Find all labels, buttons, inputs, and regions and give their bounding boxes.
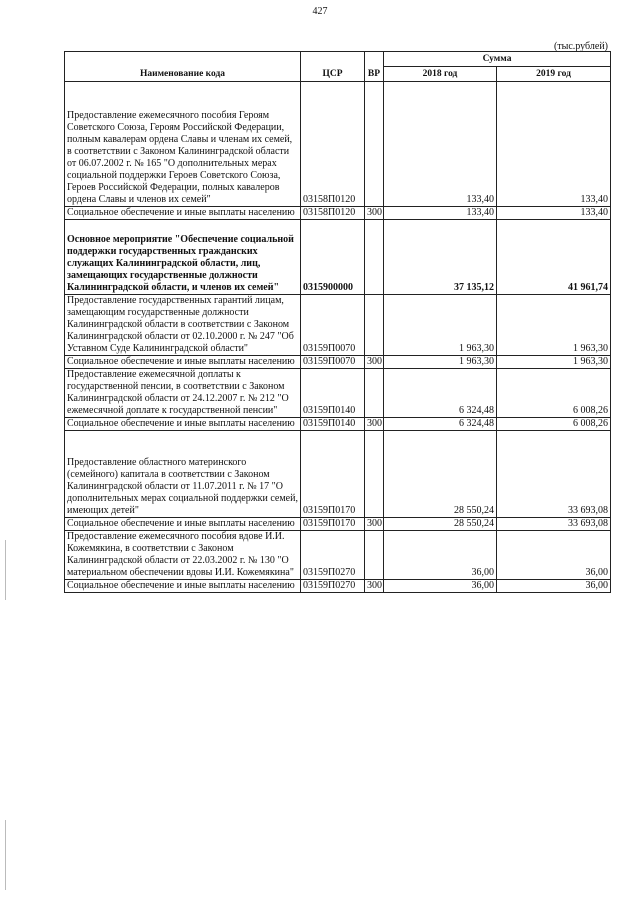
row-2018-cell: 1 963,30: [384, 295, 497, 356]
row-2019-cell: 6 008,26: [497, 418, 611, 431]
row-csr-cell: 0315900000: [301, 220, 365, 295]
row-2019-cell: 36,00: [497, 531, 611, 580]
row-name-cell: Предоставление областного материнского (семейного) капитала в соответствии с Законом Калининградской области от 11.07.2011 г. № 17 "О дополнительных мерах социальной поддержки семей, имеющих детей": [65, 431, 301, 518]
row-2018-cell: 28 550,24: [384, 431, 497, 518]
row-name-cell: Предоставление государственных гарантий лицам, замещающим государственные должности Калининградской области в соответствии с Законом Калининградской области от 02.10.2000 г. № 247 "Об Уставном Суде Калининградской области": [65, 295, 301, 356]
budget-table: [64, 51, 611, 593]
row-name-cell: Предоставление ежемесячного пособия Героям Советского Союза, Героям Российской Федерации, полным кавалерам ордена Славы и членам их семей, в соответствии с Законом Калининградской области от 06.07.2002 г. № 165 "О дополнительных мерах социальной поддержки Героев Советского Союза, Героев Российской Федерации, полных кавалеров ордена Славы и членов их семей": [65, 82, 301, 207]
table-row: [65, 295, 611, 356]
table-row: [65, 356, 611, 369]
row-vr-cell: [365, 369, 384, 418]
row-2018-cell: 28 550,24: [384, 518, 497, 531]
row-csr-cell: 03159П0270: [301, 580, 365, 593]
row-vr-cell: 300: [365, 418, 384, 431]
row-csr-cell: 03159П0070: [301, 356, 365, 369]
row-name-cell: Социальное обеспечение и иные выплаты населению: [65, 518, 301, 531]
row-2018-cell: 133,40: [384, 82, 497, 207]
row-vr-cell: [365, 220, 384, 295]
row-2019-cell: 33 693,08: [497, 518, 611, 531]
row-2018-cell: 133,40: [384, 207, 497, 220]
row-vr-cell: [365, 295, 384, 356]
table-row: [65, 82, 611, 207]
table-row: [65, 518, 611, 531]
row-csr-cell: 03159П0140: [301, 369, 365, 418]
header-year-2018: 2018 год: [384, 67, 497, 82]
table-body: [65, 82, 611, 593]
table-row: [65, 220, 611, 295]
table-row: [65, 418, 611, 431]
row-name-cell: Основное мероприятие "Обеспечение социальной поддержки государственных гражданских служащих Калининградской области, лиц, замещающих государственные должности Калининградской области, и членов их семей": [65, 220, 301, 295]
header-row-1: [65, 52, 611, 67]
row-2019-cell: 133,40: [497, 207, 611, 220]
table-row: [65, 431, 611, 518]
row-csr-cell: 03159П0170: [301, 518, 365, 531]
row-2019-cell: 1 963,30: [497, 295, 611, 356]
row-name-cell: Социальное обеспечение и иные выплаты населению: [65, 580, 301, 593]
header-name: Наименование кода: [65, 52, 301, 82]
row-2018-cell: 37 135,12: [384, 220, 497, 295]
row-vr-cell: 300: [365, 207, 384, 220]
row-2019-cell: 1 963,30: [497, 356, 611, 369]
row-2019-cell: 6 008,26: [497, 369, 611, 418]
row-csr-cell: 03159П0070: [301, 295, 365, 356]
row-vr-cell: [365, 431, 384, 518]
scan-edge-mark: [5, 540, 6, 600]
row-2019-cell: 36,00: [497, 580, 611, 593]
row-name-cell: Предоставление ежемесячного пособия вдове И.И. Кожемякина, в соответствии с Законом Калининградской области от 22.03.2002 г. № 130 "О материальном обеспечении вдовы И.И. Кожемякина": [65, 531, 301, 580]
row-2018-cell: 36,00: [384, 531, 497, 580]
row-name-cell: Социальное обеспечение и иные выплаты населению: [65, 207, 301, 220]
scan-edge-mark: [5, 820, 6, 890]
row-csr-cell: 03159П0170: [301, 431, 365, 518]
row-csr-cell: 03159П0270: [301, 531, 365, 580]
row-name-cell: Социальное обеспечение и иные выплаты населению: [65, 418, 301, 431]
row-2018-cell: 36,00: [384, 580, 497, 593]
page-number: 427: [312, 6, 328, 17]
row-vr-cell: 300: [365, 356, 384, 369]
row-csr-cell: 03158П0120: [301, 82, 365, 207]
row-name-cell: Социальное обеспечение и иные выплаты населению: [65, 356, 301, 369]
header-year-2019: 2019 год: [497, 67, 611, 82]
row-vr-cell: [365, 82, 384, 207]
row-2019-cell: 133,40: [497, 82, 611, 207]
header-vr: ВР: [365, 52, 384, 82]
table-row: [65, 207, 611, 220]
table-row: [65, 531, 611, 580]
row-2018-cell: 1 963,30: [384, 356, 497, 369]
table-row: [65, 369, 611, 418]
row-vr-cell: 300: [365, 580, 384, 593]
row-vr-cell: [365, 531, 384, 580]
row-csr-cell: 03158П0120: [301, 207, 365, 220]
row-name-cell: Предоставление ежемесячной доплаты к государственной пенсии, в соответствии с Законом Калининградской области от 24.12.2007 г. № 212 "О ежемесячной доплате к государственной пенсии": [65, 369, 301, 418]
units-label: (тыс.рублей): [553, 41, 608, 52]
row-2018-cell: 6 324,48: [384, 369, 497, 418]
row-2019-cell: 41 961,74: [497, 220, 611, 295]
header-sum: Сумма: [384, 52, 611, 67]
row-vr-cell: 300: [365, 518, 384, 531]
row-csr-cell: 03159П0140: [301, 418, 365, 431]
row-2018-cell: 6 324,48: [384, 418, 497, 431]
row-2019-cell: 33 693,08: [497, 431, 611, 518]
header-csr: ЦСР: [301, 52, 365, 82]
table-row: [65, 580, 611, 593]
